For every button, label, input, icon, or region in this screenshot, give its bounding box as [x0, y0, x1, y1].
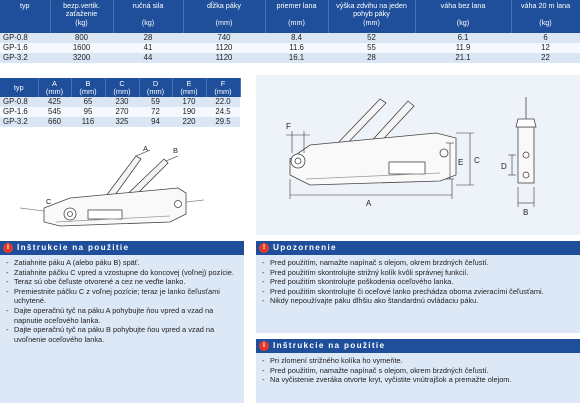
list-item: - Na vyčistenie zveráka otvorte kryt, vyčistite vnútrajšok a premažte olejom. — [262, 375, 576, 385]
dimensions-table — [0, 78, 241, 127]
table-cell: 170 — [172, 97, 206, 107]
table-row — [0, 97, 240, 107]
warning-panel — [256, 241, 580, 333]
table-cell: 325 — [105, 117, 139, 127]
warning-header — [256, 241, 580, 255]
dims-header-cell: C (mm) — [105, 78, 139, 97]
table-cell: 3200 — [50, 53, 113, 63]
table-row — [0, 33, 580, 43]
dims-header-cell: A (mm) — [38, 78, 71, 97]
spec-header-row — [0, 0, 580, 33]
list-item: - Premiestnite páčku C z voľnej pozície; teraz je lanko čeľusťami uchytené. — [6, 287, 240, 306]
table-row — [0, 117, 240, 127]
table-cell: 21.1 — [415, 53, 511, 63]
table-cell: 44 — [113, 53, 183, 63]
list-item: - Pred použitím skontrolujte poškodenia oceľového lanka. — [262, 277, 576, 287]
dims-header-cell: B (mm) — [71, 78, 105, 97]
list-item: - Zatiahnite páku A (alebo páku B) späť. — [6, 258, 240, 268]
list-item: - Pri zlomení strižného kolíka ho vymeňte. — [262, 356, 576, 366]
table-cell: 425 — [38, 97, 71, 107]
table-cell: 545 — [38, 107, 71, 117]
table-cell: 28 — [113, 33, 183, 43]
list-item: - Pred použitím, namažte napínač s olejom, okrem brzdných čeľustí. — [262, 258, 576, 268]
dimension-label-e: E — [458, 158, 464, 167]
info-icon: i — [259, 341, 269, 351]
dims-header-cell: typ — [0, 78, 38, 97]
table-cell: GP-3.2 — [0, 117, 38, 127]
spec-header-cell: bezp.vertik. zaťaženie (kg) — [50, 0, 113, 33]
spec-table — [0, 0, 580, 63]
instructions-panel — [0, 241, 244, 403]
table-cell: 16.1 — [265, 53, 328, 63]
table-row — [0, 107, 240, 117]
spec-header-cell: ručná sila (kg) — [113, 0, 183, 33]
info-icon: i — [3, 243, 13, 253]
table-cell: 6.1 — [415, 33, 511, 43]
table-cell: 11.9 — [415, 43, 511, 53]
dimension-label-a: A — [366, 199, 372, 208]
dims-header-cell: F (mm) — [206, 78, 240, 97]
table-cell: GP-3.2 — [0, 53, 50, 63]
table-cell: 270 — [105, 107, 139, 117]
table-cell: 230 — [105, 97, 139, 107]
table-cell: 72 — [139, 107, 172, 117]
table-cell: 94 — [139, 117, 172, 127]
table-cell: 22 — [511, 53, 580, 63]
list-item: - Zatiahnite páčku C vpred a vzostupne do koncovej (voľnej) pozície. — [6, 268, 240, 278]
drawing-label-a: A — [143, 144, 148, 153]
maintenance-title: Inštrukcie na použitie — [273, 341, 386, 350]
dimension-label-d: D — [501, 162, 507, 171]
table-cell: 220 — [172, 117, 206, 127]
instructions-title: Inštrukcie na použitie — [17, 243, 130, 252]
table-cell: 11.6 — [265, 43, 328, 53]
dims-header-row — [0, 78, 240, 97]
table-cell: 28 — [328, 53, 415, 63]
spec-header-cell: výška zdvihu na jeden pohyb páky (mm) — [328, 0, 415, 33]
spec-header-cell: typ — [0, 0, 50, 33]
table-cell: 6 — [511, 33, 580, 43]
table-cell: GP-0.8 — [0, 97, 38, 107]
list-item: - Dajte operačnú tyč na páku B pohybujte ňou vpred a vzad na uvoľnenie oceľového lanka. — [6, 325, 240, 344]
spec-header-cell: váha bez lana (kg) — [415, 0, 511, 33]
table-cell: 41 — [113, 43, 183, 53]
maintenance-list — [256, 353, 580, 385]
table-cell: 59 — [139, 97, 172, 107]
dimension-label-b: B — [523, 208, 529, 217]
warning-title: Upozornenie — [273, 243, 337, 252]
table-cell: 116 — [71, 117, 105, 127]
dimension-label-c: C — [474, 156, 480, 165]
table-cell: 22.0 — [206, 97, 240, 107]
table-cell: 52 — [328, 33, 415, 43]
table-cell: 740 — [183, 33, 265, 43]
spec-header-cell: dĺžka páky (mm) — [183, 0, 265, 33]
hoist-drawing-large — [256, 75, 580, 235]
technical-drawing-panel — [256, 75, 580, 235]
maintenance-header — [256, 339, 580, 353]
hoist-drawing-small — [0, 138, 240, 238]
table-cell: 12 — [511, 43, 580, 53]
table-cell: 800 — [50, 33, 113, 43]
maintenance-panel — [256, 339, 580, 403]
table-cell: 65 — [71, 97, 105, 107]
warning-icon: ! — [259, 243, 269, 253]
table-cell: 1120 — [183, 53, 265, 63]
list-item: - Pred použitím skontrolujte strižný kolík kvôli správnej funkcií. — [262, 268, 576, 278]
table-cell: 8.4 — [265, 33, 328, 43]
dims-header-cell: E (mm) — [172, 78, 206, 97]
spec-header-cell: priemer lana (mm) — [265, 0, 328, 33]
table-cell: 95 — [71, 107, 105, 117]
instructions-list — [0, 255, 244, 344]
table-cell: 660 — [38, 117, 71, 127]
table-cell: 1120 — [183, 43, 265, 53]
list-item: - Pred použitím, namažte napínač s olejom, okrem brzdných čeľustí. — [262, 366, 576, 376]
table-cell: 190 — [172, 107, 206, 117]
list-item: - Nikdy nepoužívajte páku dlhšiu ako štandardnú ovládaciu páku. — [262, 296, 576, 306]
list-item: - Pred použitím skontrolujte či oceľové lanko prechádza oboma zvieracími čeľusťami. — [262, 287, 576, 297]
list-item: - Teraz sú obe čeľuste otvorené a cez ne veďte lanko. — [6, 277, 240, 287]
table-cell: GP-1.6 — [0, 43, 50, 53]
table-row — [0, 43, 580, 53]
table-cell: 29.5 — [206, 117, 240, 127]
table-row — [0, 53, 580, 63]
table-cell: 24.5 — [206, 107, 240, 117]
table-cell: 1600 — [50, 43, 113, 53]
warning-list — [256, 255, 580, 306]
drawing-label-c: C — [46, 197, 52, 206]
spec-header-cell: váha 20 m lana (kg) — [511, 0, 580, 33]
dimension-label-f: F — [286, 122, 291, 131]
instructions-header — [0, 241, 244, 255]
list-item: - Dajte operačnú tyč na páku A pohybujte ňou vpred a vzad na napnutie oceľového lanka. — [6, 306, 240, 325]
drawing-label-b: B — [173, 146, 178, 155]
table-cell: GP-1.6 — [0, 107, 38, 117]
dims-header-cell: D (mm) — [139, 78, 172, 97]
table-cell: GP-0.8 — [0, 33, 50, 43]
table-cell: 55 — [328, 43, 415, 53]
